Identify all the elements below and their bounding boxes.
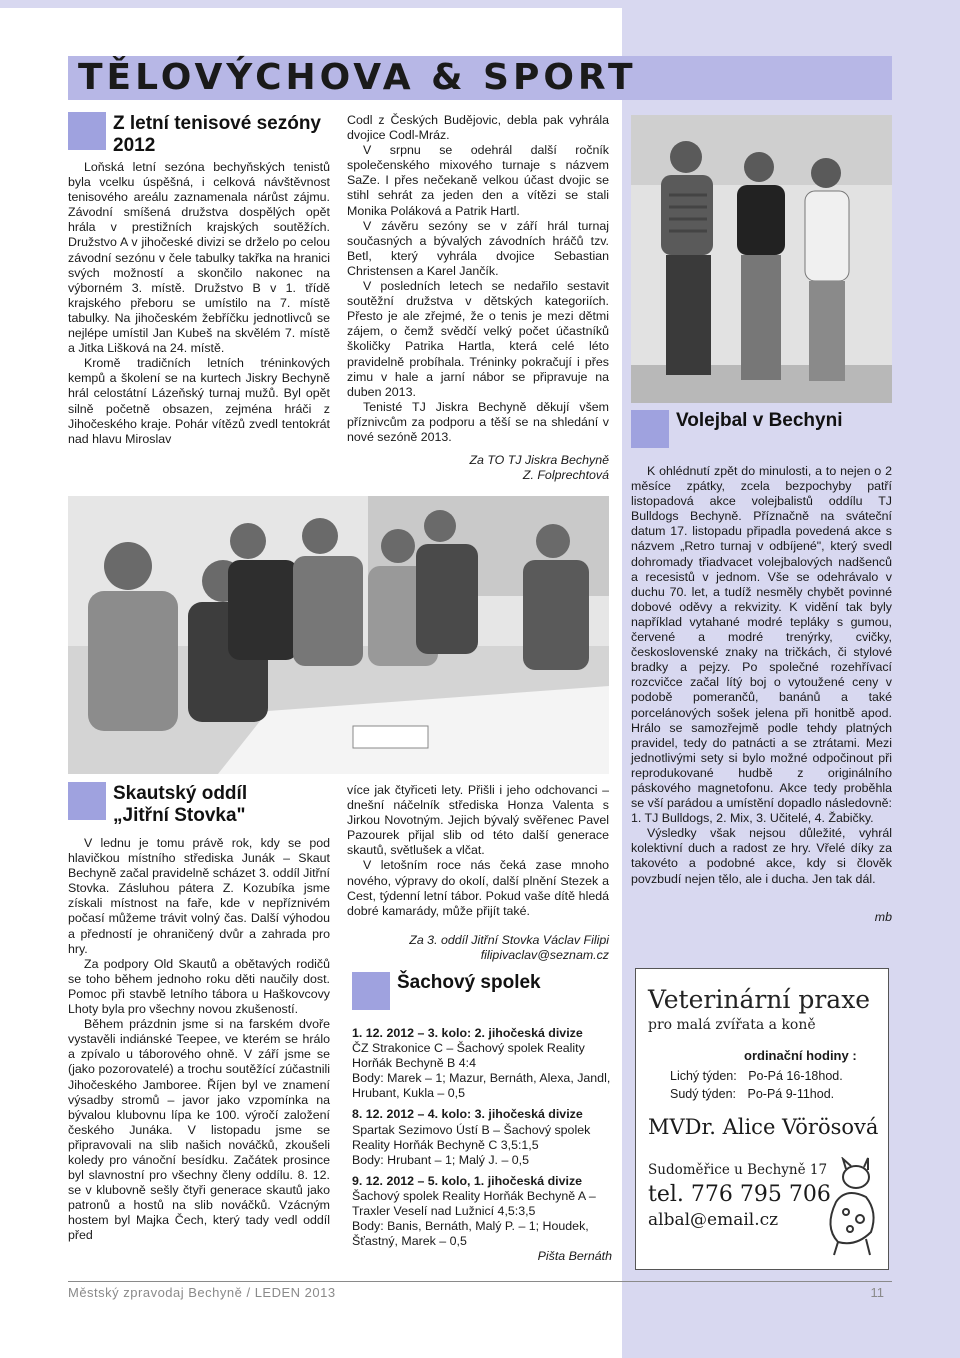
chess-signature: Pišta Bernáth (537, 1249, 612, 1263)
scouts-photo-graphic (68, 496, 609, 774)
scouts-title (113, 783, 247, 827)
dog-cat-illustration-icon (816, 1157, 882, 1257)
volleyball-title: Volejbal v Bechyni (676, 410, 843, 431)
ad-doctor-name: MVDr. Alice Vörösová (648, 1115, 879, 1139)
ad-hours-label: Sudý týden: (670, 1087, 737, 1101)
tennis-paragraph: Tenisté TJ Jiskra Bechyně děkují všem příznivcům za podporu a těší se na shledání v nové sezóně 2013. (347, 399, 609, 444)
chess-title: Šachový spolek (397, 972, 541, 993)
volleyball-title-square (631, 410, 669, 448)
scouts-signature-line: filipivaclav@seznam.cz (480, 948, 609, 963)
chess-title-square (352, 972, 390, 1010)
volleyball-text (631, 464, 892, 887)
chess-results (352, 1020, 612, 1249)
ad-subtitle: pro malá zvířata a koně (648, 1017, 816, 1033)
tennis-column-2 (347, 113, 609, 445)
tennis-players-photo (631, 115, 892, 403)
section-header-title: TĚLOVÝCHOVA & SPORT (78, 57, 637, 98)
tennis-column-1 (68, 160, 330, 447)
chess-round-line: ČZ Strakonice C – Šachový spolek Reality Horňák Bechyně B 4:4 (352, 1041, 585, 1071)
chess-round-heading: 9. 12. 2012 – 5. kolo, 1. jihočeská divize (352, 1173, 583, 1188)
tennis-paragraph: V závěru sezóny se v září hrál turnaj současných a bývalých závodních hráčů tzv. Betl, který vyhrála dvojice Sebastian Christensen a Karel Jančík. (347, 218, 609, 278)
chess-round-line: Body: Banis, Bernáth, Malý P. – 1; Houdek, Šťastný, Marek – 0,5 (352, 1219, 589, 1249)
tennis-paragraph: Codl z Českých Budějovic, debla pak vyhrála dvojice Codl-Mráz. (347, 113, 609, 143)
scouts-title-square (68, 782, 106, 820)
tennis-paragraph: V srpnu se odehrál další ročník společenského mixového turnaje s názvem SaZe. I přes nečekaně velkou účast dvojic se stihl sehrát za jeden den a vítězi se stali Monika Poláková a Patrik Hartl. (347, 143, 609, 218)
ad-hours-value: Po-Pá 9-11hod. (747, 1087, 835, 1101)
chess-round-line: Body: Marek – 1; Mazur, Bernáth, Alexa, Jandl, Hrubant, Kukla – 0,5 (352, 1071, 611, 1101)
chess-round-line: Šachový spolek Reality Horňák Bechyně A – Traxler Veselí nad Lužnicí 4,5:3,5 (352, 1188, 596, 1219)
ad-hours-row (670, 1087, 834, 1101)
chess-round-heading: 1. 12. 2012 – 3. kolo: 2. jihočeská divize (352, 1026, 583, 1040)
ad-hours-heading: ordinační hodiny : (744, 1048, 857, 1063)
ad-address: Sudoměřice u Bechyně 17 (648, 1162, 828, 1178)
footer-divider (68, 1281, 892, 1282)
vet-advertisement (635, 968, 889, 1270)
chess-round-line: Spartak Sezimovo Ústí B – Šachový spolek Reality Horňák Bechyně C 3,5:1,5 (352, 1122, 591, 1152)
tennis-photo-graphic (631, 115, 892, 403)
tennis-paragraph: Loňská letní sezóna bechyňských tenistů byla vcelku úspěšná, i celková návštěvnost tenisového areálu zaznamenala nárůst zájmu. Závodní smíšená družstva dospělých opět hrála v prestižních krajských soutěžích. Družstvo A v jihočeské divizi se drželo po celou závodní sezónu v čele tabulky takřka na hranici svých možností a skončilo nakonec na výborném 3. místě. Družstvo B v 1. třídě krajského přeboru se umístilo na 7. místě tabulky. Na jihočeském žebříčku jednotlivců se nejlépe umístil Jan Kubeš na skvělém 7. místě a Jitka Lišková na 24. místě. (68, 160, 330, 356)
scouts-column-1 (68, 836, 330, 1244)
footer-page-number: 11 (870, 1285, 884, 1300)
tennis-paragraph: Kromě tradičních letních tréninkových kempů a školení se na kurtech Jiskry Bechyně hrál celostátní Lázeňský turnaj mužů. Byl opět silně početně obsazen, zejména hráči z Jihočeského kraje. Pohár vítězů zvedl tentokrát nad hlavu Miroslav (68, 356, 330, 446)
scouts-paragraph: V lednu je tomu právě rok, kdy se pod hlavičkou místního střediska Junák – Skaut Bechyně začal pravidelně scházet 3. oddíl Jitřní Stovka. Zásluhou pátera Z. Kozubíka jsme získali místnost na faře, kde v nepříznivém počasí můžeme trávit volný čas. Další výhodou a předností je ohraničený dvůr a zahrada pro hry. (68, 836, 330, 956)
tennis-title: Z letní tenisové sezóny 2012 (113, 113, 321, 156)
ad-phone: tel. 776 795 706 (648, 1182, 831, 1207)
tennis-signature-line: Z. Folprechtová (522, 468, 609, 483)
volleyball-paragraph: Výsledky však nejsou důležité, vyhrál kolektivní duch a radost ze hry. Vřelé díky za takovéto a podobné akce, kdy si člověk povzbudí nejen tělo, ale i ducha. Jen tak dál. (631, 826, 892, 886)
scouts-paragraph: Během prázdnin jsme si na farském dvoře vystavěli indiánské Teepee, ve kterém se hrálo a zpívalo u táborového ohně. V září jsme se (jako pozorovatelé) a trochu soutěžící zúčastnili Jihočeského Jamboree. Říjen byl ve znamení výsadby stromů – javor jako vzpomínka na bývalou klubovnu lípa ke 100. výročí založení českého Junáka. V listopadu jsme se připravovali na slib našich nováčků, zkoušeli koledy pro vánoční besídku. Začátek prosince byl slavnostní pro všechny členy oddílu. 8. 12. se v klubovně sešly čtyři generace skautů jako patronů a hostů na slib nováčků. Vzácným hostem byl Majka Čech, který tady vedl oddíl před (68, 1017, 330, 1243)
ad-title: Veterinární praxe (648, 985, 871, 1014)
ad-hours-label: Lichý týden: (670, 1069, 737, 1083)
chess-round-heading: 8. 12. 2012 – 4. kolo: 3. jihočeská divize (352, 1107, 583, 1122)
scouts-group-photo (68, 496, 609, 774)
footer-publication: Městský zpravodaj Bechyně / LEDEN 2013 (68, 1285, 336, 1300)
tennis-signature (347, 453, 609, 483)
ad-hours-row (670, 1069, 843, 1083)
tennis-title-square (68, 112, 106, 150)
scouts-paragraph: Za podpory Old Skautů a obětavých rodičů se toho během jednoho roku děti naučily dost. Pomoc při stavbě letního tábora u Haškovcovy Lhoty byla pro všechny novou zkušeností. (68, 956, 330, 1017)
scouts-signature (347, 933, 609, 963)
scouts-paragraph: více jak čtyřiceti lety. Přišli i jeho odchovanci – dnešní náčelník střediska Honza Valenta s Jirkou Novotným. Jejich bývalý svěřenec Pavel Pazourek přijal slib od této další generace skautů, světlušek a vlčat. (347, 783, 609, 858)
scouts-signature-line: Za 3. oddíl Jitřní Stovka Václav Filipi (409, 933, 609, 947)
scouts-title-line: „Jitřní Stovka" (113, 805, 246, 826)
volleyball-paragraph: K ohlédnutí zpět do minulosti, a to nejen o 2 měsíce zpátky, zcela bezpochyby patří listopadová akce volejbalistů oddílu TJ Bulldogs Bechyně. Příznačně na sváteční datum 17. listopadu připadla povedená akce s názvem „Retro turnaj v odbíjené", který svedl dohromady třiadvacet volejbalových nadšenců a recesistů v jednom. Vše se odehrávalo v duchu 70. let, a tudíž nesměly chybět povinné dobové oděvy a rekvizity. K vidění tak byly například vytahané modré tepláky s gumou, červené a modré trenýrky, cvičky, československé znaky na tričkách, či stylové bradky a pejzy. Po společné rozehřívací rozcvičce začal lítý boj o vytoužené ceny v podobě pomerančů, banánů a také porcelánových sošek jelena při honitbě apod. Hrálo se samozřejmě podle tehdy platných pravidel, tedy do patnácti a se ztrátami. Mezi jednotlivými sety si bylo možné odpočinout při reprodukované hudbě z originálního páskového magnetofonu. Akce tedy proběhla se vší parádou a umístění dopadlo následovně: 1. TJ Bulldogs, 2. Mix, 3. Učitelé, 4. Žabičky. (631, 464, 892, 826)
tennis-signature-line: Za TO TJ Jiskra Bechyně (469, 453, 609, 467)
scouts-title-line: Skautský oddíl (113, 783, 248, 804)
ad-hours-value: Po-Pá 16-18hod. (748, 1069, 843, 1083)
scouts-paragraph: V letošním roce nás čeká zase mnoho nového, výpravy do okolí, další plnění Stezek a Cest, týdenní letní tábor. Pokud vaše dítě hledá dobré kamarády, může přijít také. (347, 858, 609, 918)
ad-email: albal@email.cz (648, 1210, 779, 1230)
volleyball-signature: mb (874, 910, 892, 924)
scouts-column-2 (347, 783, 609, 919)
chess-round-line: Body: Hrubant – 1; Malý J. – 0,5 (352, 1152, 530, 1167)
tennis-paragraph: V posledních letech se nedařilo sestavit soutěžní družstva v dětských kategoriích. Přesto je ale zřejmé, že o tenis je mezi dětmi zájem, o čemž svědčí velký počet účastníků školičky Patrika Hartla, která celé léto pravidelně probíhala. Tréninky pokračují i přes zimu v hale a jarní nábor se připravuje na duben 2013. (347, 279, 609, 399)
